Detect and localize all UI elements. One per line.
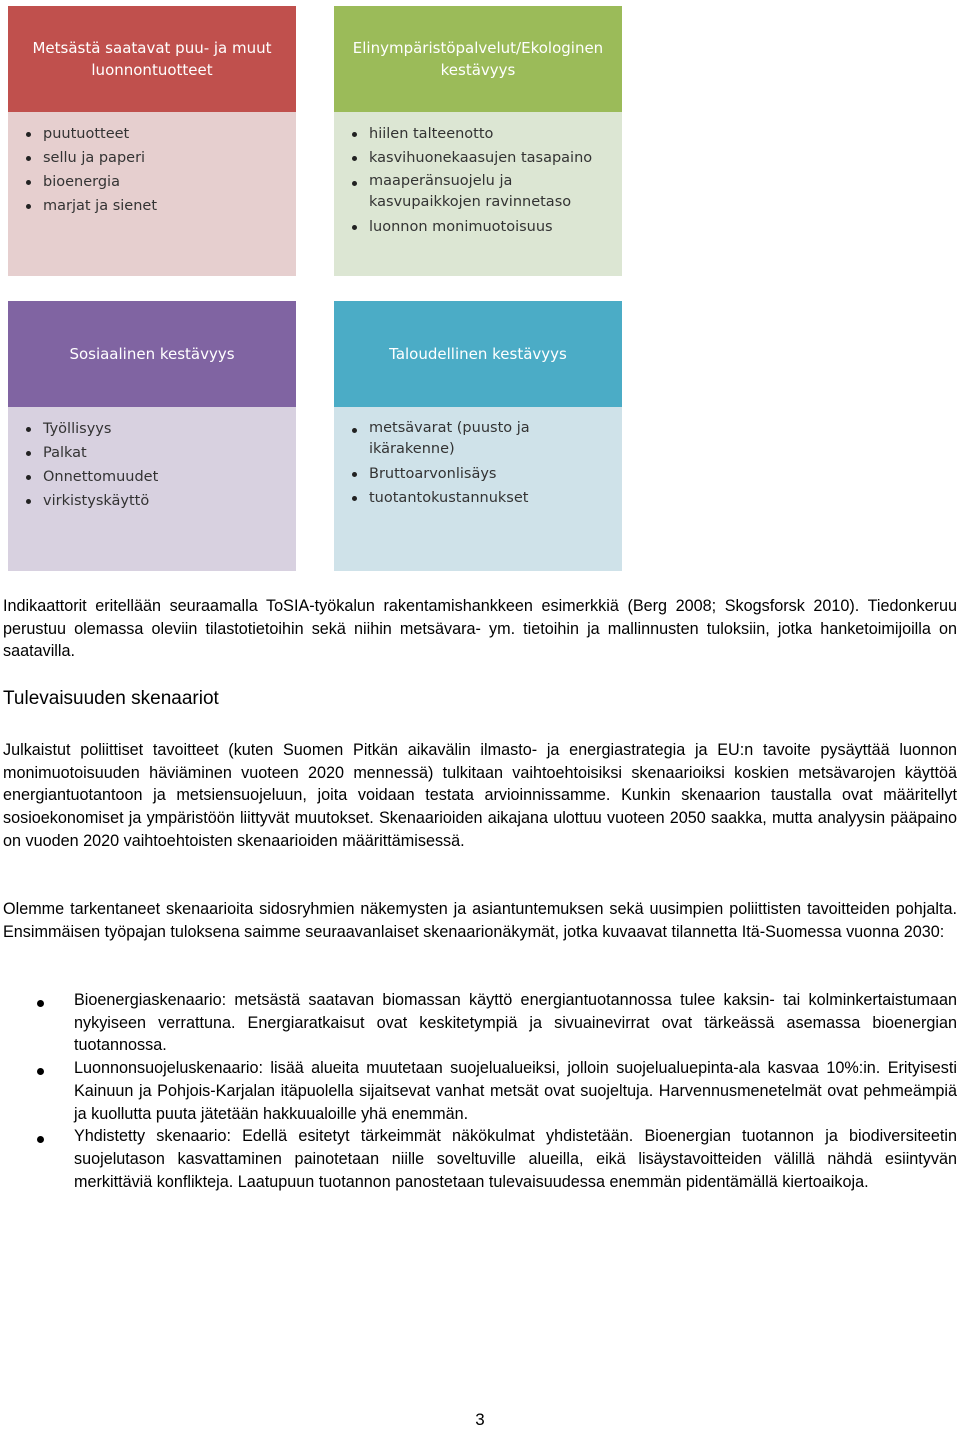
card-social-sustainability-title: Sosiaalinen kestävyys xyxy=(8,301,296,407)
list-item: Työllisyys xyxy=(22,417,282,441)
list-item: Onnettomuudet xyxy=(22,465,282,489)
list-item: puutuotteet xyxy=(22,122,282,146)
combined-scenario-text: Yhdistetty skenaario: Edellä esitetyt tärkeimmät näkökulmat yhdistetään. Bioenergian tuotannon ja biodiversiteetin suojelutason kasvattaminen painotetaan niille soveltuville alueilla, eikä lisäystavoitteiden välillä nähdä esiintyvän merkittäviä konflikteja. Laatupuun tuotannon panostetaan tulevaisuudessa enemmän pidentämällä kiertoaikoja. xyxy=(74,1127,957,1191)
list-item: kasvihuonekaasujen tasapaino xyxy=(348,146,608,170)
list-item: bioenergia xyxy=(22,170,282,194)
page-number: 3 xyxy=(475,1410,485,1429)
list-item: Palkat xyxy=(22,441,282,465)
list-item: tuotantokustannukset xyxy=(348,486,608,510)
list-item: metsävarat (puusto ja ikärakenne) xyxy=(348,418,608,460)
scenario-intro-paragraph: Julkaistut poliittiset tavoitteet (kuten Suomen Pitkän aikavälin ilmasto- ja energiastrategia ja EU:n tavoite pysäyttää luonnon monimuotoisuuden häviäminen vuoteen 2020 mennessä) tulkitaan vaihtoehtoisiksi skenaarioiksi koskien metsävarojen käyttöä energiantuotantoon ja metsiensuojeluun, joita voidaan testata arvioinnissamme. Kunkin skenaarion taustalla ovat määritellyt sosioekonomiset ja ympäristöön liittyvät muutokset. Skenaarioiden aikajana ulottuu vuoteen 2050 saakka, mutta analyysin pääpaino on vuoden 2020 vaihtoehtoisten skenaarioiden määrittämisessä. xyxy=(3,741,957,850)
list-item: virkistyskäyttö xyxy=(22,489,282,513)
card-economic-sustainability-title: Taloudellinen kestävyys xyxy=(334,301,622,407)
card-forest-products-title: Metsästä saatavat puu- ja muut luonnontuotteet xyxy=(8,6,296,112)
list-item: maaperänsuojelu ja kasvupaikkojen ravinnetaso xyxy=(348,171,608,213)
card-economic-sustainability-body xyxy=(334,407,622,571)
bullet-icon xyxy=(37,1136,44,1143)
card-social-sustainability-body xyxy=(8,407,296,571)
list-item: luonnon monimuotoisuus xyxy=(348,215,608,239)
scenario-refinement-paragraph: Olemme tarkentaneet skenaarioita sidosryhmien näkemysten ja asiantuntemuksen sekä uusimpien poliittisten tavoitteiden pohjalta. Ensimmäisen työpajan tuloksena saimme seuraavanlaiset skenaarionäkymät, jotka kuvaavat tilannetta Itä-Suomessa vuonna 2030: xyxy=(3,900,957,941)
section-heading: Tulevaisuuden skenaariot xyxy=(3,688,219,709)
list-item xyxy=(0,1125,957,1193)
card-forest-products xyxy=(8,6,296,276)
bullet-icon xyxy=(37,1068,44,1075)
indicator-paragraph: Indikaattorit eritellään seuraamalla ToSIA-työkalun rakentamishankkeen esimerkkiä (Berg 2008; Skogsforsk 2010). Tiedonkeruu perustuu olemassa oleviin tilastotietoihin sekä niihin metsävara- ym. tietoihin ja mallinnusten tuloksiin, jotka hanketoimijoilla on saatavilla. xyxy=(3,597,957,661)
card-ecosystem-services-title: Elinympäristöpalvelut/Ekologinen kestävyys xyxy=(334,6,622,112)
card-forest-products-body xyxy=(8,112,296,276)
list-item xyxy=(0,1057,957,1125)
scenario-list xyxy=(0,989,957,1193)
list-item: sellu ja paperi xyxy=(22,146,282,170)
list-item: hiilen talteenotto xyxy=(348,122,608,146)
bullet-icon xyxy=(37,1000,44,1007)
card-ecosystem-services xyxy=(334,6,622,276)
card-ecosystem-services-body xyxy=(334,112,622,276)
bioenergy-scenario-text: Bioenergiaskenaario: metsästä saatavan biomassan käyttö energiantuotannossa tulee kaksin- tai kolminkertaistumaan nykyiseen verrattuna. Energiaratkaisut ovat keskitetympiä ja sivuainevirrat ovat tärkeässä asemassa bioenergian tuotannossa. xyxy=(74,991,957,1055)
card-social-sustainability xyxy=(8,301,296,571)
card-economic-sustainability xyxy=(334,301,622,571)
list-item: marjat ja sienet xyxy=(22,194,282,218)
list-item xyxy=(0,989,957,1057)
list-item: Bruttoarvonlisäys xyxy=(348,462,608,486)
conservation-scenario-text: Luonnonsuojeluskenaario: lisää alueita muutetaan suojelualueiksi, jolloin suojelualuepinta-ala kasvaa 10%:in. Erityisesti Kainuun ja Pohjois-Karjalan itäpuolella sijaitsevat vanhat metsät ovat suojeltuja. Harvennusmenetelmät ovat pehmeämpiä ja kuollutta puuta jätetään hakkuualoille yhä enemmän. xyxy=(74,1059,957,1123)
